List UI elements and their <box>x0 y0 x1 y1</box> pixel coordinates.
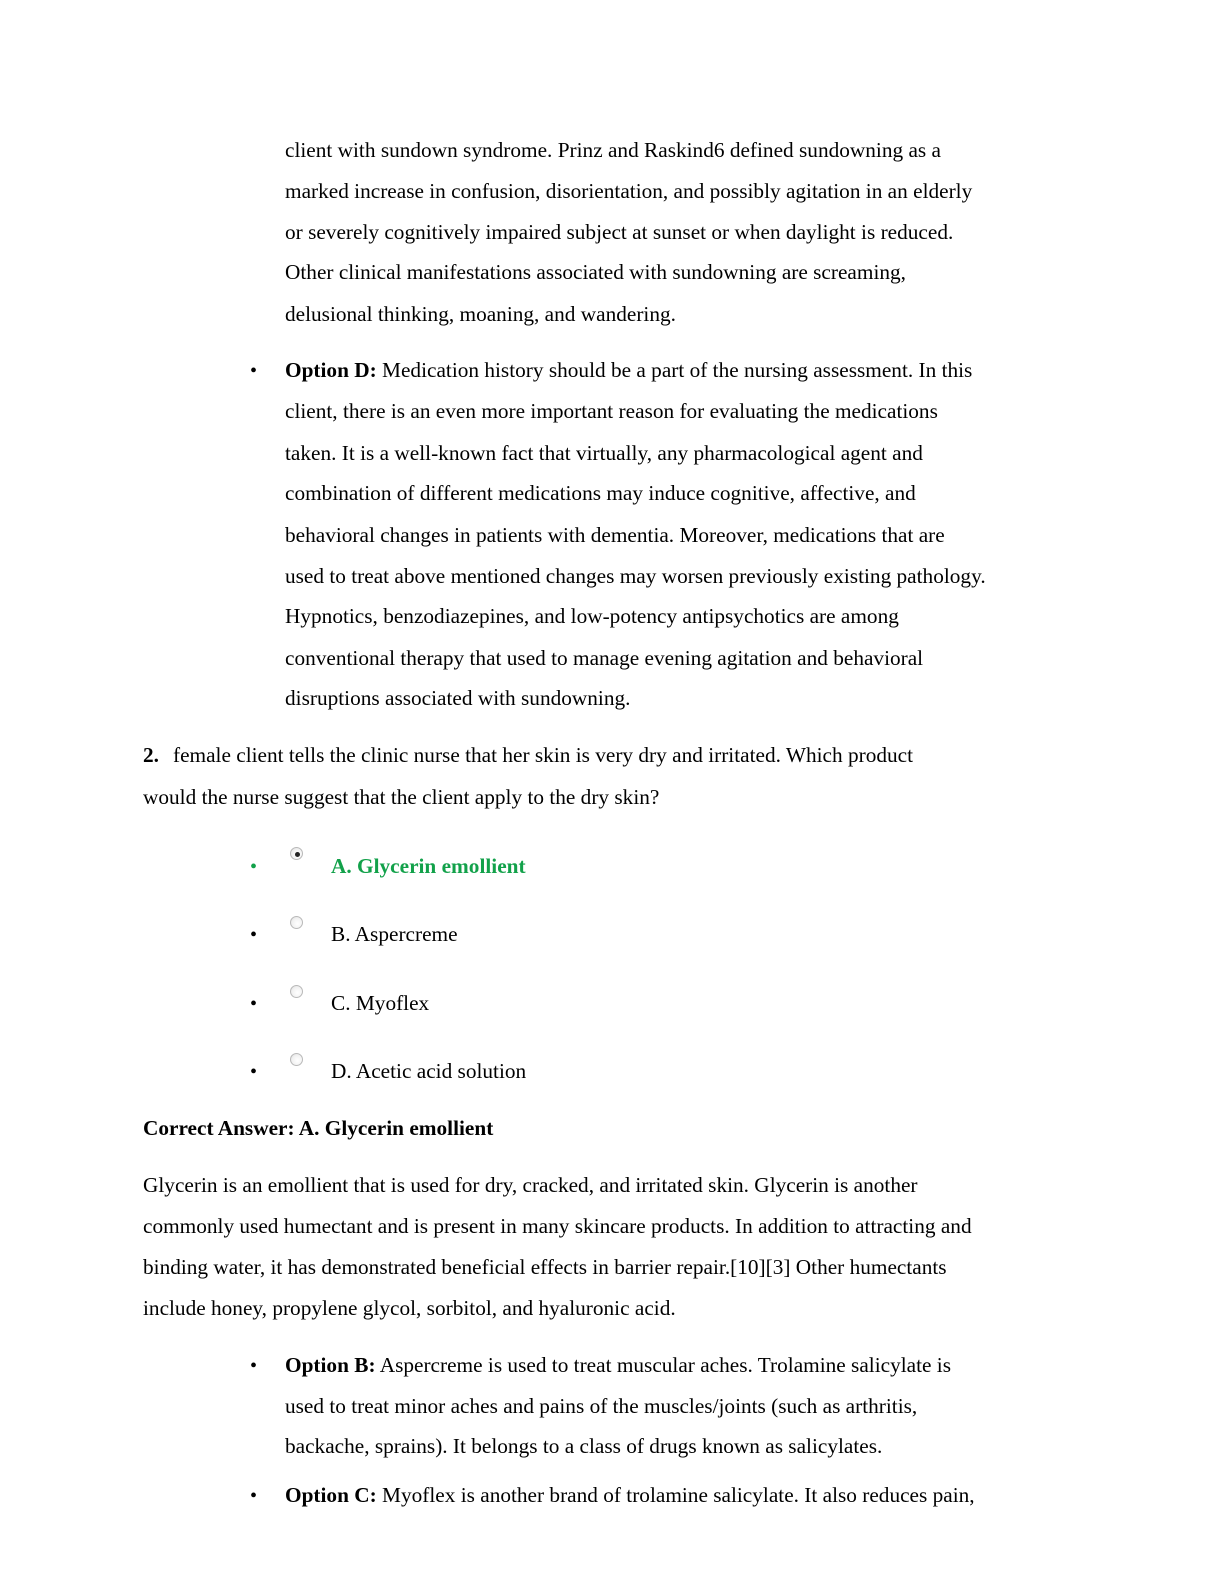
bullet-icon: • <box>250 924 258 946</box>
option-b-label: Option B: <box>285 1353 376 1377</box>
question-text: female client tells the clinic nurse that her skin is very dry and irritated. Which product <box>172 743 914 767</box>
bullet-icon: • <box>250 1355 258 1377</box>
option-d-text: Medication history should be a part of the nursing assessment. In this <box>376 358 973 382</box>
option-d-line: taken. It is a well-known fact that virtually, any pharmacological agent and <box>285 441 923 465</box>
option-b-line: used to treat minor aches and pains of the muscles/joints (such as arthritis, <box>285 1394 918 1418</box>
continued-text-line: Other clinical manifestations associated with sundowning are screaming, <box>285 260 906 284</box>
option-d-line: Hypnotics, benzodiazepines, and low-potency antipsychotics are among <box>285 604 899 628</box>
option-b-line <box>285 1355 951 1376</box>
option-c-text: Myoflex is another brand of trolamine salicylate. It also reduces pain, <box>376 1483 975 1507</box>
question-number: 2. <box>143 743 159 767</box>
choice-b[interactable]: B. Aspercreme <box>331 922 458 946</box>
explanation-line: include honey, propylene glycol, sorbitol, and hyaluronic acid. <box>143 1296 676 1320</box>
option-d-line: combination of different medications may induce cognitive, affective, and <box>285 481 916 505</box>
continued-text-line: marked increase in confusion, disorientation, and possibly agitation in an elderly <box>285 179 973 203</box>
radio-dot-icon <box>295 852 300 857</box>
continued-text-line: delusional thinking, moaning, and wandering. <box>285 302 676 326</box>
radio-icon[interactable] <box>290 916 303 929</box>
bullet-icon: • <box>250 360 258 382</box>
bullet-icon: • <box>250 993 258 1015</box>
option-c-label: Option C: <box>285 1483 377 1507</box>
question-line <box>143 745 913 766</box>
option-c-line <box>285 1485 975 1506</box>
radio-icon[interactable] <box>290 1053 303 1066</box>
radio-icon[interactable] <box>290 985 303 998</box>
option-d-line <box>285 360 972 381</box>
explanation-line: Glycerin is an emollient that is used for dry, cracked, and irritated skin. Glycerin is another <box>143 1173 918 1197</box>
bullet-icon: • <box>250 1061 258 1083</box>
option-d-line: used to treat above mentioned changes may worsen previously existing pathology. <box>285 564 986 588</box>
choice-a[interactable]: A. Glycerin emollient <box>331 854 526 878</box>
option-d-line: client, there is an even more important reason for evaluating the medications <box>285 399 938 423</box>
question-line: would the nurse suggest that the client apply to the dry skin? <box>143 785 660 809</box>
continued-text-line: client with sundown syndrome. Prinz and Raskind6 defined sundowning as a <box>285 138 941 162</box>
choice-d[interactable]: D. Acetic acid solution <box>331 1059 527 1083</box>
option-b-text: Aspercreme is used to treat muscular aches. Trolamine salicylate is <box>375 1353 951 1377</box>
continued-text-line: or severely cognitively impaired subject at sunset or when daylight is reduced. <box>285 220 954 244</box>
explanation-line: commonly used humectant and is present in many skincare products. In addition to attracting and <box>143 1214 972 1238</box>
option-d-label: Option D: <box>285 358 377 382</box>
option-d-line: conventional therapy that used to manage evening agitation and behavioral <box>285 646 924 670</box>
option-d-line: disruptions associated with sundowning. <box>285 686 631 710</box>
explanation-line: binding water, it has demonstrated beneficial effects in barrier repair.[10][3] Other humectants <box>143 1255 947 1279</box>
option-d-line: behavioral changes in patients with dementia. Moreover, medications that are <box>285 523 945 547</box>
option-b-line: backache, sprains). It belongs to a class of drugs known as salicylates. <box>285 1434 883 1458</box>
correct-answer-heading: Correct Answer: A. Glycerin emollient <box>143 1116 494 1140</box>
bullet-icon: • <box>250 1485 258 1507</box>
choice-c[interactable]: C. Myoflex <box>331 991 430 1015</box>
bullet-icon: • <box>250 856 258 878</box>
radio-selected-icon[interactable] <box>290 847 303 860</box>
